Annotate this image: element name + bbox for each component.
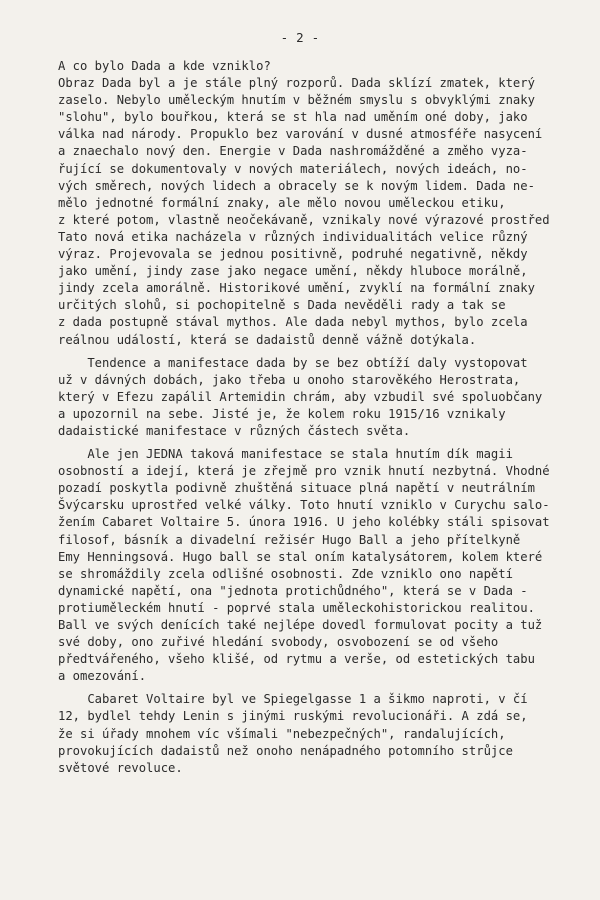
text-line: 12, bydlel tehdy Lenin s jinými ruskými revolucionáři. A zdá se, <box>58 709 528 724</box>
text-line: z které potom, vlastně neočekávaně, vznikaly nové výrazové prostřed <box>58 212 550 227</box>
text-line: z dada postupně stával mythos. Ale dada nebyl mythos, bylo zcela <box>58 315 528 330</box>
text-line: osobností a idejí, která je zřejmě pro vznik hnutí nezbytná. Vhodné <box>58 464 550 479</box>
text-line: jindy zcela amorálně. Historikové umění, zvyklí na formální znaky <box>58 281 535 296</box>
text-line: své doby, ono zuřivé hledání svobody, osvobození se od všeho <box>58 635 499 650</box>
text-line: určitých slohů, si pochopitelně s Dada nevěděli rady a tak se <box>58 298 506 313</box>
text-line: protiuměleckém hnutí - poprvé stala uměleckohistorickou realitou. <box>58 600 535 615</box>
text-line: žením Cabaret Voltaire 5. února 1916. U jeho kolébky stáli spisovat <box>58 515 550 530</box>
paragraph-2 <box>58 355 600 440</box>
text-line: Švýcarsku uprostřed velké války. Toto hnutí vzniklo v Curychu salo- <box>58 498 550 513</box>
text-line: pozadí poskytla podivně zhuštěná situace plná napětí v neutrálním <box>58 481 535 496</box>
text-line: reálnou událostí, která se dadaistů denně vážně dotýkala. <box>58 332 477 347</box>
text-line: řující se dokumentovaly v nových materiálech, nových ideách, no- <box>58 161 528 176</box>
paragraph-3 <box>58 446 600 685</box>
text-line: Emy Henningsová. Hugo ball se stal oním katalysátorem, kolem které <box>58 549 543 564</box>
text-line: zaselo. Nebylo uměleckým hnutím v běžném smyslu s obvyklými znaky <box>58 93 535 108</box>
text-line: dynamické napětí, ona "jednota protichůdného", která se v Dada - <box>58 583 528 598</box>
text-line: Ale jen JEDNA taková manifestace se stala hnutím dík magii <box>87 447 513 462</box>
body-text <box>58 58 600 777</box>
text-line: Tendence a manifestace dada by se bez obtíží daly vystopovat <box>87 355 528 370</box>
text-line: filosof, básník a divadelní režisér Hugo Ball a jeho přítelkyně <box>58 532 521 547</box>
page-number: - 2 - <box>280 30 320 45</box>
text-line: válka nad národy. Propuklo bez varování v dusné atmosféře nasycení <box>58 127 543 142</box>
text-line: vých směrech, nových lidech a obracely se k novým lidem. Dada ne- <box>58 178 535 193</box>
text-line: Obraz Dada byl a je stále plný rozporů. Dada sklízí zmatek, který <box>58 76 535 91</box>
text-line: a upozornil na sebe. Jisté je, že kolem roku 1915/16 vznikaly <box>58 406 506 421</box>
text-line: Cabaret Voltaire byl ve Spiegelgasse 1 a šikmo naproti, v čí <box>87 692 528 707</box>
text-line: provokujících dadaistů než onoho nenápadného potomního strůjce <box>58 743 513 758</box>
text-line: Tato nová etika nacházela v různých individualitách velice různý <box>58 229 528 244</box>
paragraph-4 <box>58 691 600 776</box>
text-line: už v dávných dobách, jako třeba u onoho starověkého Herostrata, <box>58 372 521 387</box>
text-line: a omezování. <box>58 669 147 684</box>
text-line: a znaechalo nový den. Energie v Dada nashromážděné a změho vyza- <box>58 144 528 159</box>
text-line: dadaistické manifestace v různých částech světa. <box>58 423 411 438</box>
text-line: se shromáždily zcela odlišné osobnosti. Zde vzniklo ono napětí <box>58 566 513 581</box>
text-line: že si úřady mnohem víc všímali "nebezpečných", randalujících, <box>58 726 506 741</box>
paragraph-1 <box>58 75 600 349</box>
text-line: který v Efezu zapálil Artemidin chrám, aby vzbudil své spoluobčany <box>58 389 543 404</box>
text-line: "slohu", bylo bouřkou, která se st hla nad uměním oné doby, jako <box>58 110 528 125</box>
text-line: Ball ve svých denících také nejlépe dovedl formulovat pocity a tuž <box>58 618 543 632</box>
text-line: jako umění, jindy zase jako negace umění, někdy hluboce morálně, <box>58 264 528 279</box>
heading-line: A co bylo Dada a kde vzniklo? <box>58 59 271 73</box>
text-line: mělo jednotné formální znaky, ale mělo novou uměleckou etiku, <box>58 195 506 210</box>
text-line: světové revoluce. <box>58 760 183 775</box>
text-line: výraz. Projevovala se jednou positivně, podruhé negativně, někdy <box>58 247 528 262</box>
text-line: předtvářeného, všeho klišé, od rytmu a verše, od estetických tabu <box>58 652 535 667</box>
